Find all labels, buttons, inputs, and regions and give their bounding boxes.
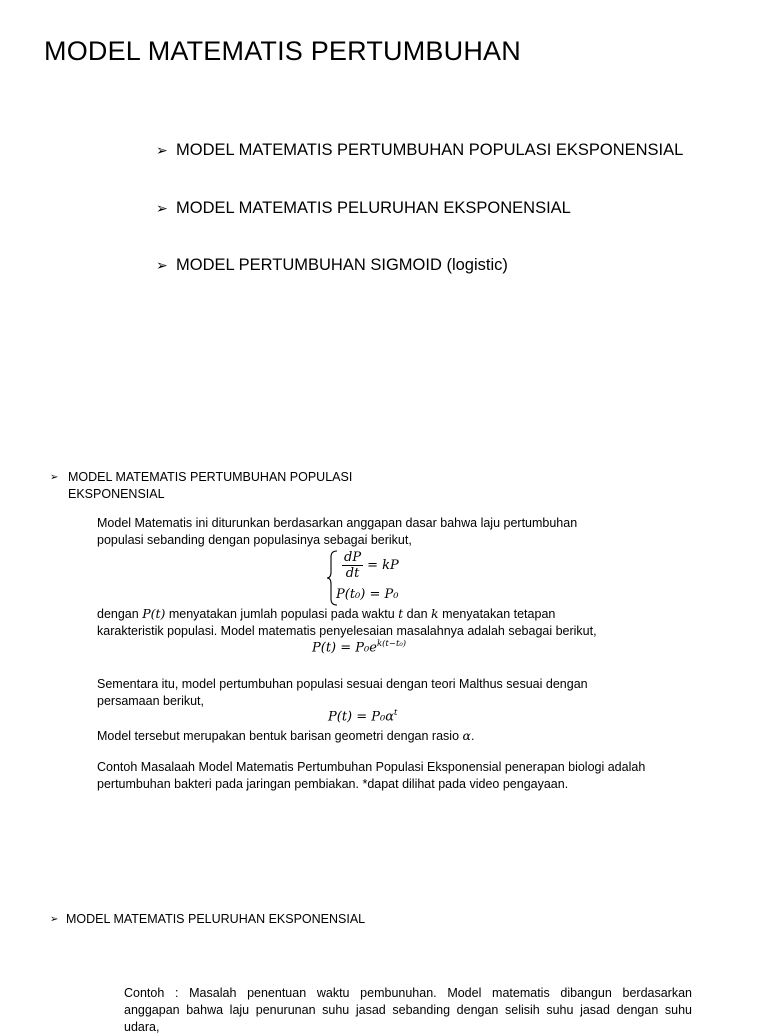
malthus-text: Sementara itu, model pertumbuhan populasi sesuai dengan teori Malthus sesuai dengan persamaan berikut, [97, 677, 588, 708]
arrow-bullet-icon: ➢ [156, 200, 168, 216]
solution-lhs: P(t) = P₀e [312, 640, 377, 656]
solution-exponent: k(t−t₀) [376, 639, 407, 649]
bullet-item-exponential-decay [156, 199, 571, 218]
section-heading-exponential-growth [50, 469, 352, 503]
bullet-item-sigmoid [156, 256, 508, 275]
differential-equation-system [326, 550, 446, 606]
bullet-item-exponential-growth [156, 141, 683, 160]
math-symbol: t [398, 606, 404, 621]
math-symbol: k [431, 606, 439, 621]
text: menyatakan tetapan karakteristik populasi. Model matematis penyelesaian masalahnya adalah sebagai berikut, [97, 607, 597, 638]
arrow-bullet-icon: ➢ [156, 257, 168, 273]
arrow-bullet-icon: ➢ [50, 914, 59, 925]
text: dan [403, 607, 432, 621]
arrow-bullet-icon: ➢ [156, 142, 168, 158]
arrow-bullet-icon: ➢ [50, 472, 59, 483]
section-heading-exponential-decay [50, 911, 365, 928]
bullet-label: MODEL MATEMATIS PELURUHAN EKSPONENSIAL [176, 199, 571, 217]
intro-text: Model Matematis ini diturunkan berdasarkan anggapan dasar bahwa laju pertumbuhan populasi sebanding dengan populasinya sebagai berikut, [97, 516, 578, 547]
example-text: Contoh Masalaah Model Matematis Pertumbuhan Populasi Eksponensial penerapan biologi adalah pertumbuhan bakteri pada jaringan pembiakan. *dapat dilihat pada video pengayaan. [97, 760, 646, 791]
decay-example-line: udara, [124, 1020, 160, 1034]
math-symbol: α [462, 728, 471, 743]
decay-example-line: Contoh : Masalah penentuan waktu pembunuhan. Model matematis dibangun berdasarkan [124, 986, 692, 1000]
malthus-equation [328, 708, 397, 724]
solution-equation [312, 639, 406, 655]
fraction-denominator: dt [345, 566, 360, 581]
rate-equation-rhs: = kP [367, 558, 399, 573]
bullet-label: MODEL MATEMATIS PERTUMBUHAN POPULASI EKSPONENSIAL [176, 141, 684, 159]
intro-paragraph [97, 515, 617, 549]
page-title: MODEL MATEMATIS PERTUMBUHAN [44, 36, 521, 66]
section-heading-line: EKSPONENSIAL [68, 487, 165, 501]
initial-condition-text: P(t₀) = P₀ [336, 587, 399, 602]
text: . [470, 729, 475, 743]
initial-condition [336, 587, 398, 602]
text: menyatakan jumlah populasi pada waktu [165, 607, 399, 621]
text: Model tersebut merupakan bentuk barisan geometri dengan rasio [97, 729, 463, 743]
malthus-lhs: P(t) = P₀α [328, 709, 395, 725]
geometric-paragraph [97, 727, 687, 745]
derivative-fraction [342, 550, 363, 581]
malthus-exponent: t [394, 708, 398, 718]
decay-example-paragraph [124, 985, 692, 1036]
example-paragraph [97, 759, 682, 793]
math-symbol: P(t) [142, 606, 166, 621]
malthus-paragraph [97, 676, 625, 710]
section-heading-line: MODEL MATEMATIS PERTUMBUHAN POPULASI [68, 470, 353, 484]
section-heading-line: MODEL MATEMATIS PELURUHAN EKSPONENSIAL [66, 912, 366, 926]
decay-example-line: anggapan bahwa laju penurunan suhu jasad sebanding dengan selisih suhu jasad dengan suhu [124, 1003, 692, 1017]
rate-equation [342, 550, 399, 581]
bullet-label: MODEL PERTUMBUHAN SIGMOID (logistic) [176, 256, 508, 274]
text: dengan [97, 607, 143, 621]
definition-paragraph [97, 605, 625, 640]
fraction-numerator: dP [344, 550, 362, 565]
